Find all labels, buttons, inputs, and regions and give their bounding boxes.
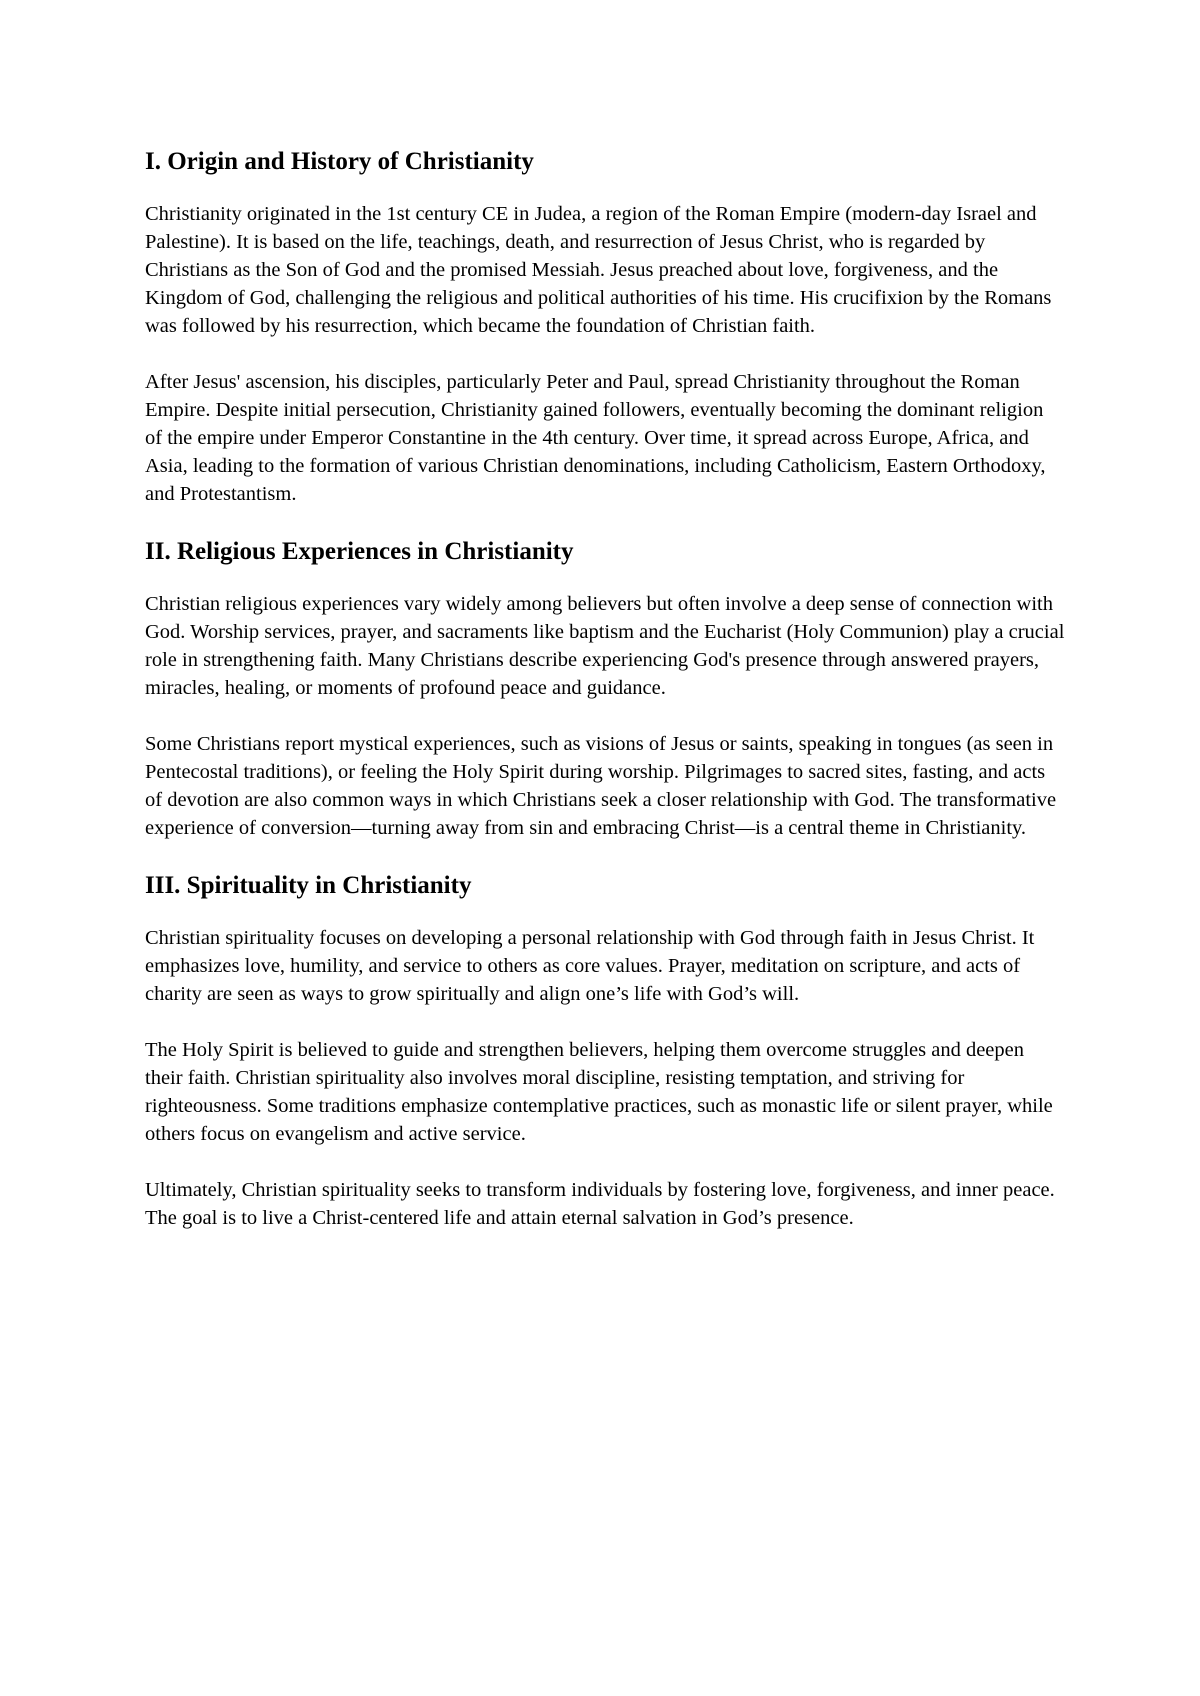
section-spirituality [145, 870, 1065, 1232]
section-heading: III. Spirituality in Christianity [145, 872, 472, 899]
paragraph: The Holy Spirit is believed to guide and strengthen believers, helping them overcome struggles and deepen their faith. Christian spirituality also involves moral discipline, resisting temptation, and striving for righteousness. Some traditions emphasize contemplative practices, such as monastic life or silent prayer, while others focus on evangelism and active service. [145, 1039, 1053, 1145]
paragraph: After Jesus' ascension, his disciples, particularly Peter and Paul, spread Christianity throughout the Roman Empire. Despite initial persecution, Christianity gained followers, eventually becoming the dominant religion of the empire under Emperor Constantine in the 4th century. Over time, it spread across Europe, Africa, and Asia, leading to the formation of various Christian denominations, including Catholicism, Eastern Orthodoxy, and Protestantism. [145, 371, 1046, 505]
paragraph: Christian spirituality focuses on developing a personal relationship with God through faith in Jesus Christ. It emphasizes love, humility, and service to others as core values. Prayer, meditation on scripture, and acts of charity are seen as ways to grow spiritually and align one’s life with God’s will. [145, 927, 1035, 1005]
section-origin-history [145, 146, 1065, 508]
document-body [145, 146, 1065, 1260]
section-heading: II. Religious Experiences in Christianity [145, 538, 574, 565]
section-heading: I. Origin and History of Christianity [145, 148, 534, 175]
paragraph: Some Christians report mystical experiences, such as visions of Jesus or saints, speaking in tongues (as seen in Pentecostal traditions), or feeling the Holy Spirit during worship. Pilgrimages to sacred sites, fasting, and acts of devotion are also common ways in which Christians seek a closer relationship with God. The transformative experience of conversion—turning away from sin and embracing Christ—is a central theme in Christianity. [145, 733, 1057, 839]
paragraph: Christian religious experiences vary widely among believers but often involve a deep sense of connection with God. Worship services, prayer, and sacraments like baptism and the Eucharist (Holy Communion) play a crucial role in strengthening faith. Many Christians describe experiencing God's presence through answered prayers, miracles, healing, or moments of profound peace and guidance. [145, 593, 1065, 699]
paragraph: Christianity originated in the 1st century CE in Judea, a region of the Roman Empire (modern-day Israel and Palestine). It is based on the life, teachings, death, and resurrection of Jesus Christ, who is regarded by Christians as the Son of God and the promised Messiah. Jesus preached about love, forgiveness, and the Kingdom of God, challenging the religious and political authorities of his time. His crucifixion by the Romans was followed by his resurrection, which became the foundation of Christian faith. [145, 203, 1052, 337]
section-religious-experiences [145, 536, 1065, 842]
paragraph: Ultimately, Christian spirituality seeks to transform individuals by fostering love, forgiveness, and inner peace. The goal is to live a Christ-centered life and attain eternal salvation in God’s presence. [145, 1179, 1055, 1229]
